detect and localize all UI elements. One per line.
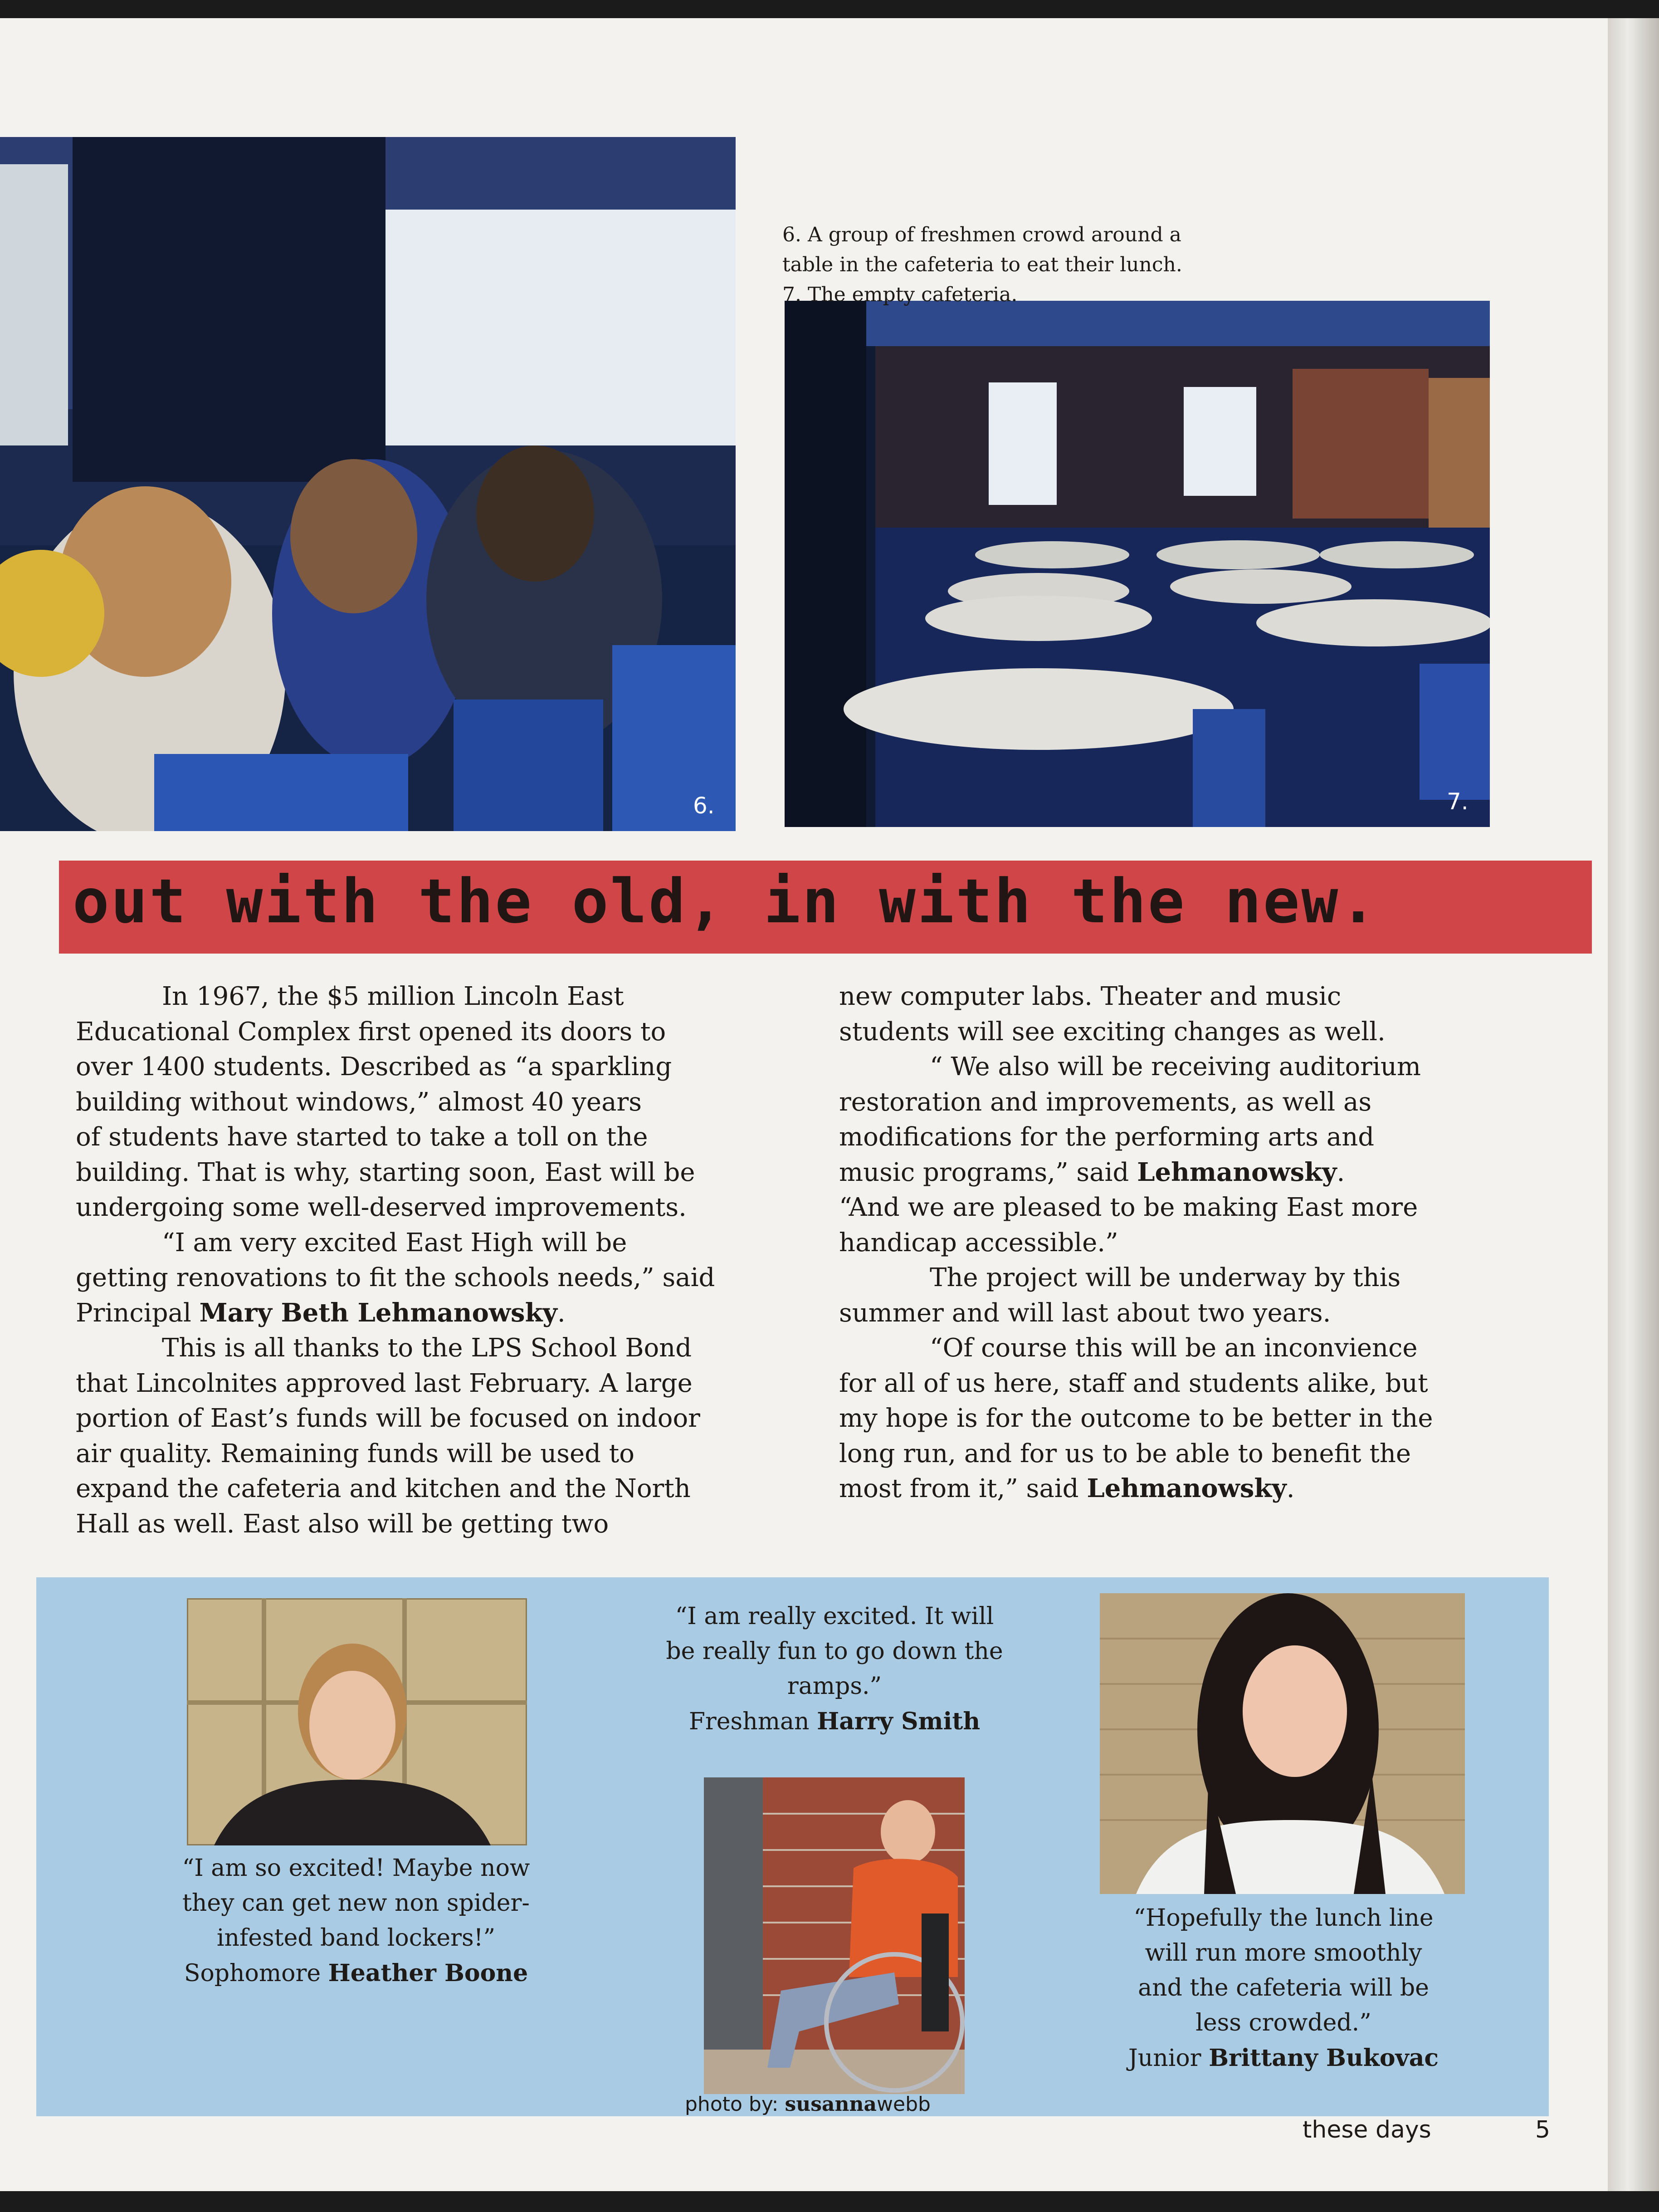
quote-line: “I am really excited. It will: [675, 1603, 994, 1630]
student-grade: Sophomore: [184, 1960, 328, 1987]
article-text: .: [557, 1298, 566, 1328]
credit-first-name: susanna: [785, 2093, 877, 2116]
article-line: “Of course this will be an inconvience: [930, 1333, 1418, 1363]
photo-brittany-bukovac-image: [1100, 1593, 1465, 1894]
article-line: my hope is for the outcome to be better in the: [839, 1404, 1433, 1433]
quote-line: less crowded.”: [1195, 2009, 1371, 2036]
name-principal: Mary Beth Lehmanowsky: [199, 1297, 557, 1328]
article-line: This is all thanks to the LPS School Bond: [162, 1333, 692, 1363]
section-name: these days: [1303, 2116, 1431, 2143]
headline-banner: [59, 861, 1592, 954]
photo-brittany-bukovac: [1100, 1593, 1465, 1894]
article-line: undergoing some well-deserved improvements.: [76, 1193, 687, 1222]
article-line: handicap accessible.”: [839, 1228, 1118, 1258]
article-line: of students have started to take a toll on the: [76, 1122, 648, 1152]
article-line: [839, 1155, 1433, 1190]
student-grade: Junior: [1128, 2045, 1209, 2072]
article-text: most from it,” said: [839, 1474, 1087, 1503]
name-lehmanowsky: Lehmanowsky: [1137, 1157, 1337, 1187]
quote-line: “Hopefully the lunch line: [1133, 1904, 1434, 1932]
article-line: students will see exciting changes as well.: [839, 1017, 1386, 1047]
article-line: [839, 1471, 1433, 1507]
article-line: that Lincolnites approved last February. A large: [76, 1368, 693, 1398]
quote-line: will run more smoothly: [1145, 1939, 1422, 1967]
article-column-right: [839, 979, 1433, 1507]
article-text: music programs,” said: [839, 1157, 1137, 1187]
quote-line: be really fun to go down the: [666, 1638, 1003, 1665]
article-line: expand the cafeteria and kitchen and the North: [76, 1474, 691, 1503]
article-line: “I am very excited East High will be: [162, 1228, 627, 1258]
photo-empty-cafeteria-image: [785, 301, 1490, 827]
article-text: Principal: [76, 1298, 200, 1328]
quote-attribution: [621, 1704, 1048, 1739]
article-text: .: [1337, 1157, 1345, 1187]
student-name: Brittany Bukovac: [1209, 2044, 1439, 2072]
photo-caption: [782, 220, 1304, 310]
quote-line: “I am so excited! Maybe now: [182, 1855, 530, 1882]
article-line: long run, and for us to be able to benefit the: [839, 1439, 1411, 1468]
article-line: “And we are pleased to be making East more: [839, 1193, 1418, 1222]
page-number: 5: [1535, 2116, 1551, 2143]
student-name: Heather Boone: [328, 1959, 528, 1987]
photo-freshmen-lunch: [0, 137, 736, 831]
name-lehmanowsky: Lehmanowsky: [1087, 1473, 1287, 1503]
article-line: restoration and improvements, as well as: [839, 1087, 1372, 1117]
article-line: building without windows,” almost 40 years: [76, 1087, 642, 1117]
book-spine-edge: [1608, 18, 1659, 2191]
photo-empty-cafeteria: [785, 301, 1490, 827]
article-line: The project will be underway by this: [930, 1263, 1401, 1292]
caption-line: table in the cafeteria to eat their lunch.: [782, 253, 1182, 276]
quote-harry-smith: [621, 1599, 1048, 1739]
article-line: “ We also will be receiving auditorium: [930, 1052, 1421, 1082]
quote-line: ramps.”: [787, 1673, 882, 1700]
quote-attribution: [145, 1956, 567, 1991]
student-name: Harry Smith: [817, 1708, 981, 1735]
photo-credit: [685, 2093, 931, 2116]
article-line: building. That is why, starting soon, East will be: [76, 1157, 695, 1187]
article-line: In 1967, the $5 million Lincoln East: [162, 982, 624, 1011]
article-column-left: [76, 979, 715, 1542]
caption-line: 7. The empty cafeteria.: [782, 283, 1018, 306]
photo-freshmen-lunch-image: [0, 137, 736, 831]
article-line: modifications for the performing arts and: [839, 1122, 1375, 1152]
article-line: Educational Complex first opened its doors to: [76, 1017, 666, 1047]
article-line: Hall as well. East also will be getting two: [76, 1509, 609, 1539]
quote-heather-boone: [145, 1851, 567, 1991]
article-line: new computer labs. Theater and music: [839, 982, 1342, 1011]
article-line: summer and will last about two years.: [839, 1298, 1331, 1328]
article-line: air quality. Remaining funds will be used to: [76, 1439, 634, 1468]
article-line: portion of East’s funds will be focused on indoor: [76, 1404, 700, 1433]
student-grade: Freshman: [688, 1708, 817, 1735]
article-line: [76, 1296, 715, 1331]
photo-heather-boone: [187, 1598, 527, 1845]
photo-number-7: 7.: [1447, 788, 1469, 815]
article-text: .: [1286, 1474, 1295, 1503]
photo-number-6: 6.: [693, 793, 715, 819]
credit-last-name: webb: [877, 2093, 931, 2116]
caption-line: 6. A group of freshmen crowd around a: [782, 223, 1181, 246]
article-line: over 1400 students. Described as “a sparkling: [76, 1052, 672, 1082]
quote-line: and the cafeteria will be: [1138, 1974, 1429, 2002]
photo-harry-smith-image: [704, 1777, 965, 2094]
quote-line: infested band lockers!”: [216, 1924, 496, 1952]
quote-line: they can get new non spider-: [182, 1889, 530, 1917]
photo-harry-smith: [704, 1777, 965, 2094]
credit-label: photo by:: [685, 2093, 785, 2116]
article-line: getting renovations to fit the schools needs,” said: [76, 1263, 715, 1292]
quote-brittany-bukovac: [1079, 1901, 1488, 2076]
photo-heather-boone-image: [187, 1598, 527, 1845]
headline: out with the old, in with the new.: [73, 866, 1378, 937]
yearbook-page: [0, 18, 1608, 2191]
article-line: for all of us here, staff and students alike, but: [839, 1368, 1428, 1398]
quote-attribution: [1079, 2041, 1488, 2076]
